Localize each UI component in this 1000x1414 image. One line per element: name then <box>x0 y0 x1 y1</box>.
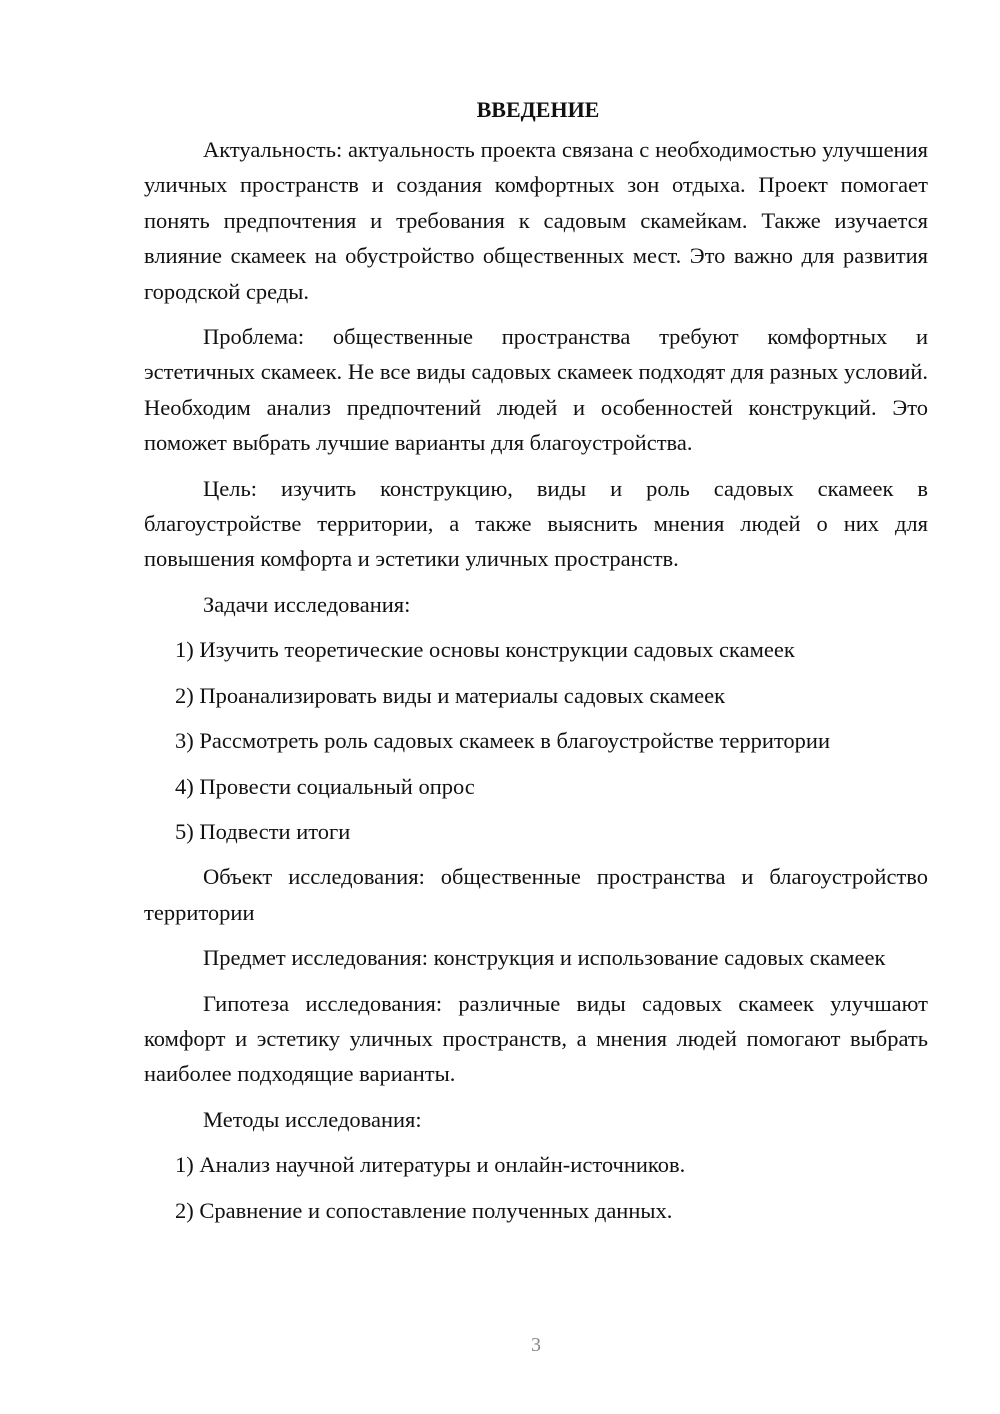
tasks-list <box>144 632 928 849</box>
methods-label: Методы исследования: <box>203 1106 422 1132</box>
task-item: 3) Рассмотреть роль садовых скамеек в благоустройстве территории <box>175 728 831 754</box>
subject-paragraph: Предмет исследования: конструкция и использование садовых скамеек <box>203 945 886 971</box>
problem-paragraph: Проблема: общественные пространства требуют комфортных и эстетичных скамеек. Не все виды садовых скамеек подходят для разных условий. Необходим анализ предпочтений людей и особенностей конструкций. Это поможет выбрать лучшие варианты для благоустройства. <box>144 324 928 456</box>
relevance-paragraph: Актуальность: актуальность проекта связана с необходимостью улучшения уличных пространств и создания комфортных зон отдыха. Проект помогает понять предпочтения и требования к садовым скамейкам. Также изучается влияние скамеек на обустройство общественных мест. Это важно для развития городской среды. <box>144 137 928 304</box>
task-item: 4) Провести социальный опрос <box>175 773 475 799</box>
section-title: ВВЕДЕНИЕ <box>476 97 600 122</box>
tasks-label: Задачи исследования: <box>203 591 411 617</box>
page-number: 3 <box>531 1334 541 1356</box>
object-paragraph: Объект исследования: общественные пространства и благоустройство территории <box>144 864 928 925</box>
methods-list <box>144 1147 928 1228</box>
task-item: 5) Подвести итоги <box>175 818 351 844</box>
method-item: 2) Сравнение и сопоставление полученных данных. <box>175 1197 673 1223</box>
method-item: 1) Анализ научной литературы и онлайн-источников. <box>175 1152 686 1178</box>
goal-paragraph: Цель: изучить конструкцию, виды и роль садовых скамеек в благоустройстве территории, а также выяснить мнения людей о них для повышения комфорта и эстетики уличных пространств. <box>144 475 928 572</box>
hypothesis-paragraph: Гипотеза исследования: различные виды садовых скамеек улучшают комфорт и эстетику уличных пространств, а мнения людей помогают выбрать наиболее подходящие варианты. <box>144 990 928 1087</box>
document-page <box>144 92 928 1238</box>
task-item: 1) Изучить теоретические основы конструкции садовых скамеек <box>175 637 795 663</box>
task-item: 2) Проанализировать виды и материалы садовых скамеек <box>175 682 726 708</box>
